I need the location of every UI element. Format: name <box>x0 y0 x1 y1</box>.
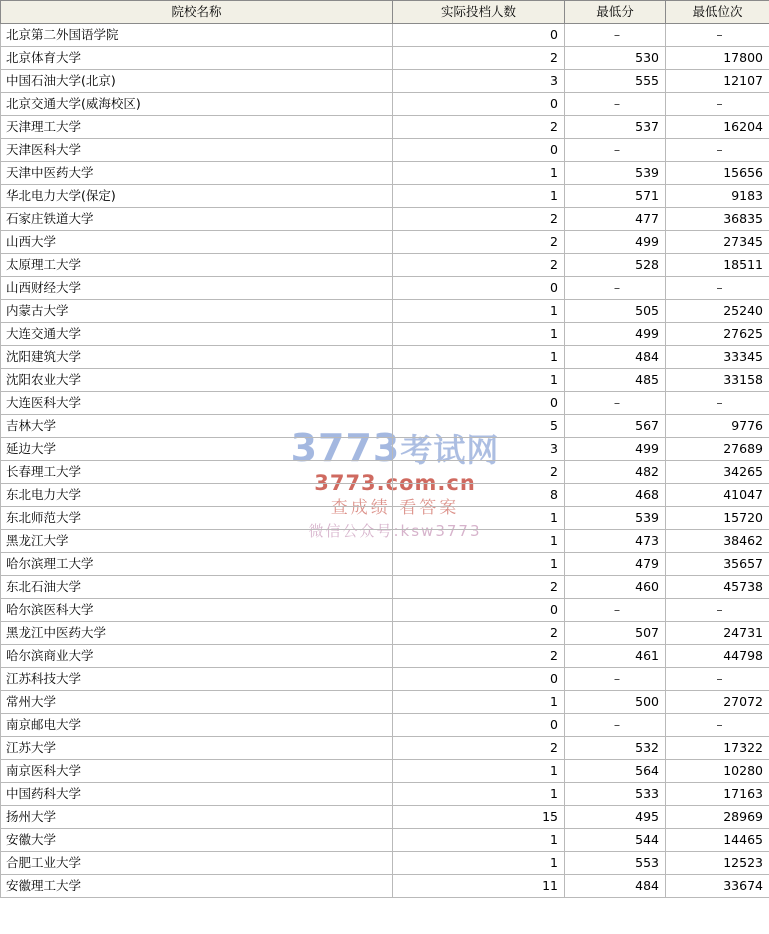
cell-school-name: 扬州大学 <box>1 806 393 829</box>
table-row <box>1 392 769 415</box>
cell-school-name: 北京交通大学(威海校区) <box>1 93 393 116</box>
cell-min-rank: – <box>666 599 769 622</box>
cell-min-rank: 27625 <box>666 323 769 346</box>
cell-min-score: – <box>565 668 666 691</box>
cell-admitted-count: 2 <box>393 231 565 254</box>
table-row <box>1 668 769 691</box>
cell-school-name: 吉林大学 <box>1 415 393 438</box>
cell-min-score: 567 <box>565 415 666 438</box>
cell-school-name: 内蒙古大学 <box>1 300 393 323</box>
cell-admitted-count: 1 <box>393 300 565 323</box>
cell-admitted-count: 1 <box>393 185 565 208</box>
watermark-slogan: 查成绩 看答案 <box>330 498 460 518</box>
cell-min-rank: – <box>666 668 769 691</box>
cell-school-name: 延边大学 <box>1 438 393 461</box>
cell-min-score: 500 <box>565 691 666 714</box>
cell-school-name: 华北电力大学(保定) <box>1 185 393 208</box>
cell-admitted-count: 0 <box>393 668 565 691</box>
cell-min-score: 537 <box>565 116 666 139</box>
cell-min-score: 485 <box>565 369 666 392</box>
cell-school-name: 黑龙江大学 <box>1 530 393 553</box>
cell-school-name: 沈阳建筑大学 <box>1 346 393 369</box>
cell-min-score: 528 <box>565 254 666 277</box>
cell-school-name: 安徽大学 <box>1 829 393 852</box>
cell-min-rank: 41047 <box>666 484 769 507</box>
table-row <box>1 714 769 737</box>
cell-admitted-count: 2 <box>393 47 565 70</box>
table-row <box>1 323 769 346</box>
cell-min-rank: 16204 <box>666 116 769 139</box>
table-row <box>1 70 769 93</box>
cell-admitted-count: 1 <box>393 829 565 852</box>
cell-min-rank: 34265 <box>666 461 769 484</box>
table-row <box>1 277 769 300</box>
cell-min-rank: – <box>666 24 769 47</box>
cell-school-name: 黑龙江中医药大学 <box>1 622 393 645</box>
cell-min-rank: 35657 <box>666 553 769 576</box>
table-row <box>1 139 769 162</box>
column-header-admitted-count: 实际投档人数 <box>393 1 565 24</box>
cell-school-name: 南京邮电大学 <box>1 714 393 737</box>
cell-min-rank: 33345 <box>666 346 769 369</box>
cell-min-rank: 27689 <box>666 438 769 461</box>
cell-min-score: 530 <box>565 47 666 70</box>
table-row <box>1 93 769 116</box>
cell-school-name: 东北石油大学 <box>1 576 393 599</box>
cell-admitted-count: 0 <box>393 93 565 116</box>
cell-min-rank: 36835 <box>666 208 769 231</box>
cell-min-score: 468 <box>565 484 666 507</box>
cell-min-rank: 27072 <box>666 691 769 714</box>
cell-min-score: 532 <box>565 737 666 760</box>
cell-school-name: 哈尔滨商业大学 <box>1 645 393 668</box>
cell-school-name: 常州大学 <box>1 691 393 714</box>
cell-school-name: 中国石油大学(北京) <box>1 70 393 93</box>
table-row <box>1 875 769 898</box>
table-row <box>1 507 769 530</box>
cell-school-name: 山西财经大学 <box>1 277 393 300</box>
cell-min-score: 477 <box>565 208 666 231</box>
table-body <box>1 24 769 898</box>
table-row <box>1 760 769 783</box>
cell-school-name: 天津理工大学 <box>1 116 393 139</box>
cell-min-score: – <box>565 24 666 47</box>
cell-min-score: 484 <box>565 875 666 898</box>
cell-school-name: 中国药科大学 <box>1 783 393 806</box>
cell-min-score: 460 <box>565 576 666 599</box>
cell-min-rank: – <box>666 93 769 116</box>
cell-admitted-count: 2 <box>393 116 565 139</box>
cell-school-name: 大连医科大学 <box>1 392 393 415</box>
cell-min-score: – <box>565 93 666 116</box>
cell-min-score: 461 <box>565 645 666 668</box>
cell-min-rank: 45738 <box>666 576 769 599</box>
cell-min-score: 539 <box>565 162 666 185</box>
table-row <box>1 806 769 829</box>
watermark-wechat: 微信公众号:ksw3773 <box>308 522 482 540</box>
table-row <box>1 553 769 576</box>
table-row <box>1 300 769 323</box>
cell-school-name: 江苏大学 <box>1 737 393 760</box>
cell-min-rank: 38462 <box>666 530 769 553</box>
cell-admitted-count: 8 <box>393 484 565 507</box>
cell-school-name: 石家庄铁道大学 <box>1 208 393 231</box>
watermark-url: 3773.com.cn <box>314 471 476 495</box>
cell-admitted-count: 0 <box>393 24 565 47</box>
cell-min-score: 482 <box>565 461 666 484</box>
cell-admitted-count: 2 <box>393 645 565 668</box>
table-row <box>1 346 769 369</box>
cell-school-name: 天津中医药大学 <box>1 162 393 185</box>
cell-admitted-count: 1 <box>393 852 565 875</box>
cell-school-name: 太原理工大学 <box>1 254 393 277</box>
table-row <box>1 737 769 760</box>
cell-school-name: 沈阳农业大学 <box>1 369 393 392</box>
cell-school-name: 长春理工大学 <box>1 461 393 484</box>
cell-admitted-count: 0 <box>393 599 565 622</box>
cell-min-rank: 24731 <box>666 622 769 645</box>
cell-min-rank: 33158 <box>666 369 769 392</box>
cell-admitted-count: 0 <box>393 277 565 300</box>
cell-min-rank: – <box>666 392 769 415</box>
cell-min-score: 473 <box>565 530 666 553</box>
cell-school-name: 合肥工业大学 <box>1 852 393 875</box>
table-row <box>1 783 769 806</box>
column-header-school-name: 院校名称 <box>1 1 393 24</box>
table-row <box>1 47 769 70</box>
cell-school-name: 哈尔滨医科大学 <box>1 599 393 622</box>
cell-min-rank: 12523 <box>666 852 769 875</box>
table-row <box>1 530 769 553</box>
cell-admitted-count: 2 <box>393 208 565 231</box>
cell-admitted-count: 2 <box>393 737 565 760</box>
cell-admitted-count: 11 <box>393 875 565 898</box>
cell-admitted-count: 1 <box>393 346 565 369</box>
table-row <box>1 208 769 231</box>
table-row <box>1 829 769 852</box>
cell-min-rank: 28969 <box>666 806 769 829</box>
cell-min-rank: 12107 <box>666 70 769 93</box>
table-row <box>1 254 769 277</box>
cell-school-name: 山西大学 <box>1 231 393 254</box>
table-row <box>1 461 769 484</box>
cell-min-rank: 15720 <box>666 507 769 530</box>
column-header-min-score: 最低分 <box>565 1 666 24</box>
cell-school-name: 大连交通大学 <box>1 323 393 346</box>
cell-admitted-count: 1 <box>393 530 565 553</box>
cell-min-score: 479 <box>565 553 666 576</box>
cell-min-score: – <box>565 392 666 415</box>
cell-min-rank: 25240 <box>666 300 769 323</box>
cell-min-score: 495 <box>565 806 666 829</box>
table-row <box>1 484 769 507</box>
column-header-min-rank: 最低位次 <box>666 1 769 24</box>
table-row <box>1 162 769 185</box>
table-row <box>1 24 769 47</box>
cell-admitted-count: 15 <box>393 806 565 829</box>
cell-admitted-count: 2 <box>393 254 565 277</box>
cell-min-score: 507 <box>565 622 666 645</box>
cell-min-score: 484 <box>565 346 666 369</box>
table-row <box>1 599 769 622</box>
cell-min-rank: – <box>666 277 769 300</box>
table-header-row <box>1 1 769 24</box>
table-row <box>1 231 769 254</box>
cell-min-score: 499 <box>565 231 666 254</box>
table-row <box>1 438 769 461</box>
table-row <box>1 185 769 208</box>
cell-min-score: 505 <box>565 300 666 323</box>
cell-min-rank: 14465 <box>666 829 769 852</box>
watermark-logo-text: 考试网 <box>400 431 500 469</box>
cell-admitted-count: 1 <box>393 162 565 185</box>
table-row <box>1 645 769 668</box>
cell-admitted-count: 2 <box>393 576 565 599</box>
cell-school-name: 南京医科大学 <box>1 760 393 783</box>
cell-min-score: – <box>565 599 666 622</box>
cell-admitted-count: 0 <box>393 714 565 737</box>
cell-min-rank: 10280 <box>666 760 769 783</box>
cell-school-name: 东北电力大学 <box>1 484 393 507</box>
cell-min-score: – <box>565 139 666 162</box>
cell-admitted-count: 5 <box>393 415 565 438</box>
table-row <box>1 852 769 875</box>
cell-min-score: 553 <box>565 852 666 875</box>
cell-admitted-count: 1 <box>393 691 565 714</box>
cell-admitted-count: 1 <box>393 507 565 530</box>
cell-min-score: 533 <box>565 783 666 806</box>
cell-min-rank: – <box>666 139 769 162</box>
cell-min-rank: 17163 <box>666 783 769 806</box>
cell-min-score: 499 <box>565 438 666 461</box>
cell-min-score: 571 <box>565 185 666 208</box>
cell-school-name: 东北师范大学 <box>1 507 393 530</box>
cell-min-rank: 9776 <box>666 415 769 438</box>
cell-admitted-count: 1 <box>393 369 565 392</box>
cell-min-rank: 17800 <box>666 47 769 70</box>
cell-min-score: 555 <box>565 70 666 93</box>
cell-school-name: 哈尔滨理工大学 <box>1 553 393 576</box>
table-row <box>1 622 769 645</box>
cell-min-rank: 44798 <box>666 645 769 668</box>
table-row <box>1 691 769 714</box>
cell-min-rank: 33674 <box>666 875 769 898</box>
cell-min-score: 544 <box>565 829 666 852</box>
cell-admitted-count: 0 <box>393 392 565 415</box>
cell-school-name: 江苏科技大学 <box>1 668 393 691</box>
cell-min-rank: 18511 <box>666 254 769 277</box>
cell-school-name: 北京体育大学 <box>1 47 393 70</box>
cell-admitted-count: 1 <box>393 783 565 806</box>
cell-min-rank: 15656 <box>666 162 769 185</box>
watermark-logo-number: 3773 <box>290 426 401 470</box>
cell-min-score: 539 <box>565 507 666 530</box>
cell-admitted-count: 0 <box>393 139 565 162</box>
table-row <box>1 116 769 139</box>
cell-min-score: – <box>565 714 666 737</box>
cell-admitted-count: 3 <box>393 438 565 461</box>
table-row <box>1 415 769 438</box>
cell-admitted-count: 1 <box>393 760 565 783</box>
cell-admitted-count: 2 <box>393 622 565 645</box>
cell-min-score: – <box>565 277 666 300</box>
cell-school-name: 北京第二外国语学院 <box>1 24 393 47</box>
cell-min-rank: 27345 <box>666 231 769 254</box>
cell-admitted-count: 1 <box>393 323 565 346</box>
cell-min-score: 564 <box>565 760 666 783</box>
table-row <box>1 576 769 599</box>
cell-min-rank: – <box>666 714 769 737</box>
cell-admitted-count: 3 <box>393 70 565 93</box>
cell-school-name: 安徽理工大学 <box>1 875 393 898</box>
cell-school-name: 天津医科大学 <box>1 139 393 162</box>
cell-min-rank: 9183 <box>666 185 769 208</box>
cell-min-rank: 17322 <box>666 737 769 760</box>
cell-min-score: 499 <box>565 323 666 346</box>
cell-admitted-count: 2 <box>393 461 565 484</box>
table-row <box>1 369 769 392</box>
cell-admitted-count: 1 <box>393 553 565 576</box>
